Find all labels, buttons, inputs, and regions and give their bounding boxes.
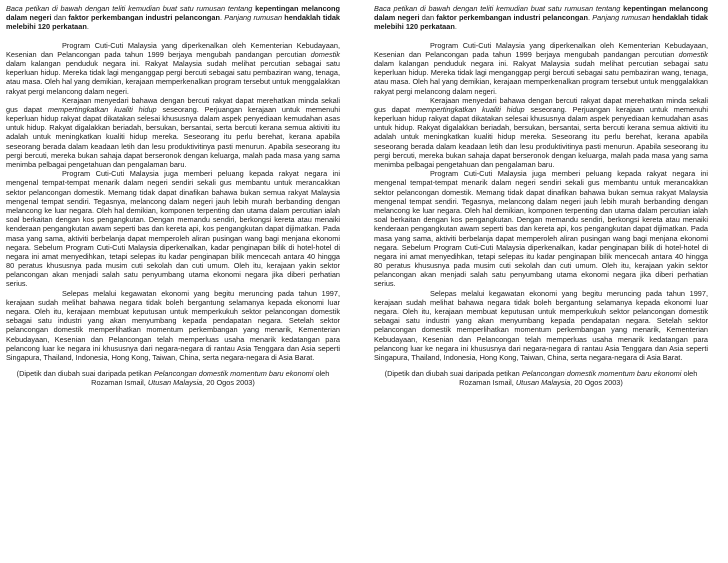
source-publication: Utusan Malaysia bbox=[515, 378, 571, 388]
instruction-length-limit: hendaklah tidak melebihi 120 perkataan bbox=[6, 13, 341, 32]
instruction-lead: Baca petikan di bawah dengan teliti kemudian buat satu rumusan tentang bbox=[374, 4, 621, 13]
paragraph-2-emphasis: mempertingkatkan kualiti hidup bbox=[47, 104, 157, 114]
instruction-length-limit: hendaklah tidak melebihi 120 perkataan bbox=[374, 13, 709, 32]
instruction-topic-1: kepentingan melancong dalam negeri bbox=[6, 4, 340, 23]
paragraph-4: Selepas melalui kegawatan ekonomi yang begitu meruncing pada tahun 1997, kerajaan sudah melihat bahawa negara tidak boleh bergantung selamanya kepada ekonomi luar negara. Oleh itu, kerajaan membuat keputusan untuk memperkukuh sektor pelancongan domestik sebagai satu industri yang akan menyumbang kepada pendapatan negara. Setelah sektor pelancongan domestik memperlihatkan momentum perkembangan yang menarik, Kementerian Kebudayaan, Kesenian dan Pelancongan telah memperluas usaha menarik kedatangan para pelancong luar ke negara ini khususnya dari negara-negara di rantau Asia Tenggara dan Asia seperti Singapura, Thailand, Indonesia, Hong Kong, Taiwan, China, serta negara-negara di Asia Barat. bbox=[6, 288, 340, 362]
instruction-topic-2: faktor perkembangan industri pelancongan bbox=[68, 13, 220, 23]
instruction bbox=[374, 4, 708, 32]
paragraph-1-part-a: Program Cuti-Cuti Malaysia yang diperkenalkan oleh Kementerian Kebudayaan, Kesenian dan Pelancongan pada tahun 1999 berjaya mengubah pandangan percutian bbox=[374, 40, 708, 59]
paragraph-3: Program Cuti-Cuti Malaysia juga memberi peluang kepada rakyat negara ini mengenal tempat-tempat menarik dalam negeri sendiri sekali gus membantu untuk merancakkan sektor pelancongan domestik. Memang tidak dapat dinafikan bahawa bukan semua rakyat Malaysia mengenal tempat sendiri. Tegasnya, melancong dalam negeri jauh lebih murah berbanding dengan melancong ke luar negara. Oleh hal demikian, komponen terpenting dan utama dalam percutian ialah soal berkaitan dengan kos pengangkutan. Dengan memandu sendiri, berkongsi kereta atau menaiki kenderaan pengangkutan awam seperti bas dan kereta api, kos pengangkutan dapat dijimatkan. Pada masa yang sama, aktiviti berbelanja dapat memperoleh aliran pusingan wang bagi menjana ekonomi negara. Sebelum Program Cuti-Cuti Malaysia diperkenalkan, kadar penginapan bilik di hotel-hotel di negara ini amat menyedihkan, tetapi selepas itu kadar penginapan bilik mencecah antara 40 hingga 80 peratus khususnya pada musim cuti sekolah dan cuti umum. Oleh itu, kerajaan yakin sektor pelancongan akan menjadi salah satu penyumbang utama ekonomi negara jika diberi perhatian serius. bbox=[374, 169, 708, 289]
source-prefix: (Dipetik dan diubah suai daripada petikan bbox=[16, 369, 152, 379]
source-article-title: Pelancongan domestik momentum baru ekonomi bbox=[153, 369, 314, 379]
paragraph-1-emphasis: domestik bbox=[310, 49, 340, 59]
paragraph-2 bbox=[374, 96, 708, 170]
paragraph-2-part-a: Kerajaan menyedari bahawa dengan bercuti rakyat dapat merehatkan minda sekali gus dapat bbox=[6, 95, 340, 114]
instruction-end: . bbox=[86, 22, 89, 32]
source-author: oleh Rozaman Ismail, bbox=[91, 369, 330, 388]
instruction bbox=[6, 4, 340, 32]
paragraph-3: Program Cuti-Cuti Malaysia juga memberi peluang kepada rakyat negara ini mengenal tempat-tempat menarik dalam negeri sendiri sekali gus membantu untuk merancakkan sektor pelancongan domestik. Memang tidak dapat dinafikan bahawa bukan semua rakyat Malaysia mengenal tempat sendiri. Tegasnya, melancong dalam negeri jauh lebih murah berbanding dengan melancong ke luar negara. Oleh hal demikian, komponen terpenting dan utama dalam percutian ialah soal berkaitan dengan kos pengangkutan. Dengan memandu sendiri, berkongsi kereta atau menaiki kenderaan pengangkutan awam seperti bas dan kereta api, kos pengangkutan dapat dijimatkan. Pada masa yang sama, aktiviti berbelanja dapat memperoleh aliran pusingan wang bagi menjana ekonomi negara. Sebelum Program Cuti-Cuti Malaysia diperkenalkan, kadar penginapan bilik di hotel-hotel di negara ini amat menyedihkan, tetapi selepas itu kadar penginapan bilik mencecah antara 40 hingga 80 peratus khususnya pada musim cuti sekolah dan cuti umum. Oleh itu, kerajaan yakin sektor pelancongan akan menjadi salah satu penyumbang utama ekonomi negara jika diberi perhatian serius. bbox=[6, 169, 340, 289]
paragraph-4: Selepas melalui kegawatan ekonomi yang begitu meruncing pada tahun 1997, kerajaan sudah melihat bahawa negara tidak boleh bergantung selamanya kepada ekonomi luar negara. Oleh itu, kerajaan membuat keputusan untuk memperkukuh sektor pelancongan domestik sebagai satu industri yang akan menyumbang kepada pendapatan negara. Setelah sektor pelancongan domestik memperlihatkan momentum perkembangan yang menarik, Kementerian Kebudayaan, Kesenian dan Pelancongan telah memperluas usaha menarik kedatangan para pelancong luar ke negara ini khususnya dari negara-negara di rantau Asia Tenggara dan Asia seperti Singapura, Thailand, Indonesia, Hong Kong, Taiwan, China, serta negara-negara di Asia Barat. bbox=[374, 288, 708, 362]
paragraph-2-part-b: seseorang. Perjuangan kerajaan untuk memenuhi keperluan hidup rakyat dapat dikatakan selesai khususnya dalam aspek penyediaan kemudahan asas untuk hidup. Rakyat digalakkan beriadah, bersukan, bersantai, serta bercuti kerana semua aktiviti itu adalah untuk meningkatkan kualiti hidup mereka. Seseorang itu perlu berehat, kerana apabila seseorang berada dalam keadaan letih dan lesu produktivitinya pasti menurun. Apabila seseorang itu pergi bercuti, mereka bukan sahaja dapat berseronok dengan keluarga, malah pada masa yang sama menimba pelbagai pengetahuan dan pengalaman baru. bbox=[6, 104, 340, 169]
source-date: , 20 Ogos 2003) bbox=[570, 378, 623, 388]
instruction-lead: Baca petikan di bawah dengan teliti kemudian buat satu rumusan tentang bbox=[6, 4, 253, 13]
right-column bbox=[374, 4, 708, 388]
paragraph-2-part-a: Kerajaan menyedari bahawa dengan bercuti rakyat dapat merehatkan minda sekali gus dapat bbox=[374, 95, 708, 114]
source-article-title: Pelancongan domestik momentum baru ekonomi bbox=[521, 369, 682, 379]
instruction-conjunction: dan bbox=[53, 13, 67, 23]
paragraph-1-emphasis: domestik bbox=[678, 49, 708, 59]
source-publication: Utusan Malaysia bbox=[147, 378, 203, 388]
paragraph-2 bbox=[6, 96, 340, 170]
source-date: , 20 Ogos 2003) bbox=[202, 378, 255, 388]
source-citation bbox=[374, 369, 708, 387]
paragraph-1-part-a: Program Cuti-Cuti Malaysia yang diperkenalkan oleh Kementerian Kebudayaan, Kesenian dan Pelancongan pada tahun 1999 berjaya mengubah pandangan percutian bbox=[6, 40, 340, 59]
source-citation bbox=[6, 369, 340, 387]
instruction-separator: . bbox=[587, 13, 590, 23]
left-column bbox=[6, 4, 340, 388]
instruction-topic-2: faktor perkembangan industri pelancongan bbox=[436, 13, 588, 23]
instruction-length-label: Panjang rumusan bbox=[592, 13, 651, 23]
paragraph-2-part-b: seseorang. Perjuangan kerajaan untuk memenuhi keperluan hidup rakyat dapat dikatakan selesai khususnya dalam aspek penyediaan kemudahan asas untuk hidup. Rakyat digalakkan beriadah, bersukan, bersantai, serta bercuti kerana semua aktiviti itu adalah untuk meningkatkan kualiti hidup mereka. Seseorang itu perlu berehat, kerana apabila seseorang berada dalam keadaan letih dan lesu produktivitinya pasti menurun. Apabila seseorang itu pergi bercuti, mereka bukan sahaja dapat berseronok dengan keluarga, malah pada masa yang sama menimba pelbagai pengetahuan dan pengalaman baru. bbox=[374, 104, 708, 169]
paragraph-1 bbox=[374, 41, 708, 96]
paragraph-1-part-b: dalam kalangan penduduk negara ini. Rakyat Malaysia sudah melihat percutian sebagai satu keperluan hidup. Mereka tidak lagi menganggap pergi bercuti sebagai satu pembaziran wang, tenaga, atau masa. Oleh hal yang demikian, kerajaan memperkenalkan program tersebut untuk menggalakkan rakyat pergi melancong dalam negeri. bbox=[6, 58, 340, 96]
source-prefix: (Dipetik dan diubah suai daripada petikan bbox=[384, 369, 520, 379]
paragraph-1 bbox=[6, 41, 340, 96]
paragraph-1-part-b: dalam kalangan penduduk negara ini. Rakyat Malaysia sudah melihat percutian sebagai satu keperluan hidup. Mereka tidak lagi menganggap pergi bercuti sebagai satu pembaziran wang, tenaga, atau masa. Oleh hal yang demikian, kerajaan memperkenalkan program tersebut untuk menggalakkan rakyat pergi melancong dalam negeri. bbox=[374, 58, 708, 96]
instruction-end: . bbox=[454, 22, 457, 32]
paragraph-2-emphasis: mempertingkatkan kualiti hidup bbox=[415, 104, 525, 114]
instruction-separator: . bbox=[219, 13, 222, 23]
instruction-length-label: Panjang rumusan bbox=[224, 13, 283, 23]
instruction-topic-1: kepentingan melancong dalam negeri bbox=[374, 4, 708, 23]
source-author: oleh Rozaman Ismail, bbox=[459, 369, 698, 388]
instruction-conjunction: dan bbox=[421, 13, 435, 23]
